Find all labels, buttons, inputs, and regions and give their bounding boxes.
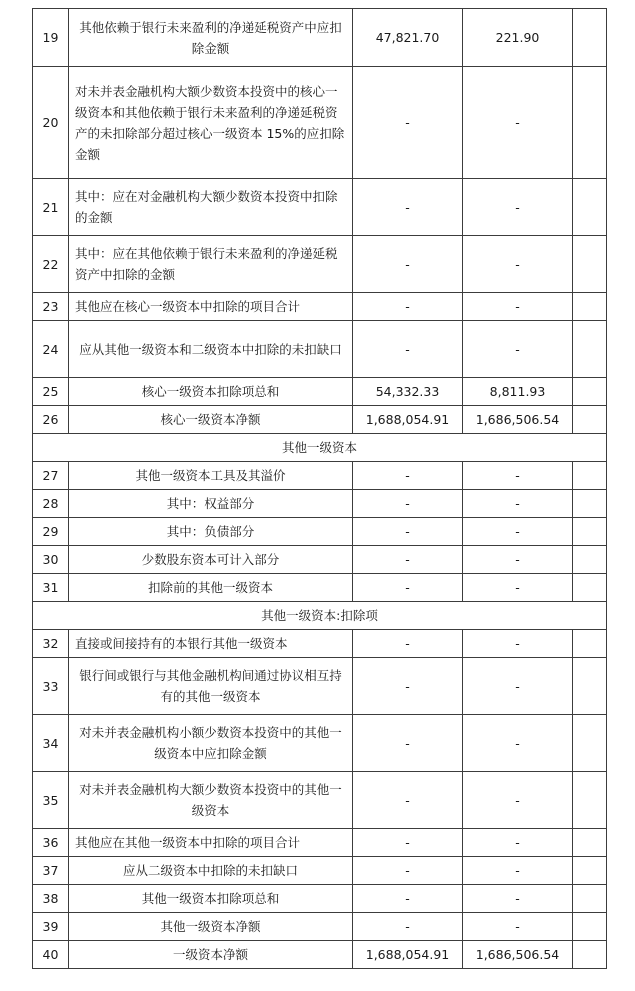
reference-cell <box>573 9 607 67</box>
value-previous: - <box>463 546 573 574</box>
reference-cell <box>573 236 607 293</box>
item-label: 少数股东资本可计入部分 <box>69 546 353 574</box>
table-row <box>33 179 607 236</box>
item-label: 其他应在其他一级资本中扣除的项目合计 <box>69 829 353 857</box>
table-row <box>33 406 607 434</box>
row-number: 26 <box>33 406 69 434</box>
reference-cell <box>573 293 607 321</box>
row-number: 40 <box>33 941 69 969</box>
table-row <box>33 518 607 546</box>
value-current: - <box>353 658 463 715</box>
value-current: 1,688,054.91 <box>353 941 463 969</box>
reference-cell <box>573 67 607 179</box>
reference-cell <box>573 658 607 715</box>
value-current: - <box>353 630 463 658</box>
value-previous: - <box>463 179 573 236</box>
value-previous: - <box>463 462 573 490</box>
value-previous: - <box>463 321 573 378</box>
reference-cell <box>573 462 607 490</box>
reference-cell <box>573 913 607 941</box>
item-label: 直接或间接持有的本银行其他一级资本 <box>69 630 353 658</box>
row-number: 33 <box>33 658 69 715</box>
value-current: - <box>353 321 463 378</box>
reference-cell <box>573 490 607 518</box>
value-previous: - <box>463 67 573 179</box>
reference-cell <box>573 518 607 546</box>
value-current: - <box>353 772 463 829</box>
value-previous: - <box>463 857 573 885</box>
table-row <box>33 715 607 772</box>
reference-cell <box>573 885 607 913</box>
item-label: 扣除前的其他一级资本 <box>69 574 353 602</box>
value-current: - <box>353 518 463 546</box>
table-row <box>33 546 607 574</box>
item-label: 核心一级资本净额 <box>69 406 353 434</box>
value-previous: - <box>463 236 573 293</box>
row-number: 25 <box>33 378 69 406</box>
row-number: 38 <box>33 885 69 913</box>
value-previous: - <box>463 829 573 857</box>
section-header-row <box>33 434 607 462</box>
row-number: 22 <box>33 236 69 293</box>
table-row <box>33 885 607 913</box>
value-previous: - <box>463 518 573 546</box>
reference-cell <box>573 829 607 857</box>
row-number: 37 <box>33 857 69 885</box>
value-previous: - <box>463 715 573 772</box>
reference-cell <box>573 546 607 574</box>
reference-cell <box>573 321 607 378</box>
item-label: 其他一级资本扣除项总和 <box>69 885 353 913</box>
value-current: - <box>353 885 463 913</box>
capital-table <box>32 8 607 969</box>
item-label: 应从二级资本中扣除的未扣缺口 <box>69 857 353 885</box>
table-row <box>33 67 607 179</box>
section-title: 其他一级资本 <box>33 434 607 462</box>
row-number: 23 <box>33 293 69 321</box>
item-label: 核心一级资本扣除项总和 <box>69 378 353 406</box>
value-previous: 8,811.93 <box>463 378 573 406</box>
reference-cell <box>573 630 607 658</box>
value-current: - <box>353 829 463 857</box>
table-row <box>33 857 607 885</box>
value-current: - <box>353 462 463 490</box>
item-label: 其他应在核心一级资本中扣除的项目合计 <box>69 293 353 321</box>
table-row <box>33 913 607 941</box>
value-previous: - <box>463 913 573 941</box>
item-label: 其中：负债部分 <box>69 518 353 546</box>
value-current: - <box>353 179 463 236</box>
table-row <box>33 574 607 602</box>
row-number: 19 <box>33 9 69 67</box>
row-number: 39 <box>33 913 69 941</box>
value-current: 47,821.70 <box>353 9 463 67</box>
value-current: - <box>353 715 463 772</box>
row-number: 35 <box>33 772 69 829</box>
item-label: 其他一级资本工具及其溢价 <box>69 462 353 490</box>
table-row <box>33 829 607 857</box>
value-previous: - <box>463 574 573 602</box>
row-number: 28 <box>33 490 69 518</box>
row-number: 32 <box>33 630 69 658</box>
value-previous: 1,686,506.54 <box>463 941 573 969</box>
row-number: 20 <box>33 67 69 179</box>
item-label: 对未并表金融机构小额少数资本投资中的其他一级资本中应扣除金额 <box>69 715 353 772</box>
item-label: 一级资本净额 <box>69 941 353 969</box>
table-row <box>33 321 607 378</box>
value-current: - <box>353 913 463 941</box>
item-label: 对未并表金融机构大额少数资本投资中的其他一级资本 <box>69 772 353 829</box>
value-previous: 1,686,506.54 <box>463 406 573 434</box>
table-row <box>33 236 607 293</box>
value-previous: - <box>463 630 573 658</box>
reference-cell <box>573 715 607 772</box>
value-current: - <box>353 236 463 293</box>
row-number: 27 <box>33 462 69 490</box>
table-row <box>33 490 607 518</box>
table-row <box>33 772 607 829</box>
table-row <box>33 630 607 658</box>
table-row <box>33 293 607 321</box>
table-row <box>33 9 607 67</box>
value-previous: - <box>463 293 573 321</box>
value-current: - <box>353 574 463 602</box>
value-previous: 221.90 <box>463 9 573 67</box>
value-current: - <box>353 67 463 179</box>
row-number: 36 <box>33 829 69 857</box>
value-current: - <box>353 857 463 885</box>
value-current: 54,332.33 <box>353 378 463 406</box>
reference-cell <box>573 378 607 406</box>
reference-cell <box>573 574 607 602</box>
reference-cell <box>573 857 607 885</box>
value-current: - <box>353 293 463 321</box>
value-previous: - <box>463 772 573 829</box>
section-header-row <box>33 602 607 630</box>
value-current: - <box>353 546 463 574</box>
reference-cell <box>573 941 607 969</box>
item-label: 对未并表金融机构大额少数资本投资中的核心一级资本和其他依赖于银行未来盈利的净递延税资产的未扣除部分超过核心一级资本 15%的应扣除金额 <box>69 67 353 179</box>
item-label: 其中：应在其他依赖于银行未来盈利的净递延税资产中扣除的金额 <box>69 236 353 293</box>
row-number: 29 <box>33 518 69 546</box>
reference-cell <box>573 406 607 434</box>
item-label: 其他依赖于银行未来盈利的净递延税资产中应扣除金额 <box>69 9 353 67</box>
item-label: 其他一级资本净额 <box>69 913 353 941</box>
reference-cell <box>573 772 607 829</box>
table-row <box>33 462 607 490</box>
value-previous: - <box>463 490 573 518</box>
item-label: 其中：权益部分 <box>69 490 353 518</box>
item-label: 银行间或银行与其他金融机构间通过协议相互持有的其他一级资本 <box>69 658 353 715</box>
row-number: 30 <box>33 546 69 574</box>
section-title: 其他一级资本:扣除项 <box>33 602 607 630</box>
value-previous: - <box>463 885 573 913</box>
value-previous: - <box>463 658 573 715</box>
item-label: 应从其他一级资本和二级资本中扣除的未扣缺口 <box>69 321 353 378</box>
row-number: 34 <box>33 715 69 772</box>
row-number: 31 <box>33 574 69 602</box>
value-current: 1,688,054.91 <box>353 406 463 434</box>
table-row <box>33 378 607 406</box>
reference-cell <box>573 179 607 236</box>
item-label: 其中：应在对金融机构大额少数资本投资中扣除的金额 <box>69 179 353 236</box>
row-number: 24 <box>33 321 69 378</box>
table-row <box>33 941 607 969</box>
table-row <box>33 658 607 715</box>
row-number: 21 <box>33 179 69 236</box>
value-current: - <box>353 490 463 518</box>
